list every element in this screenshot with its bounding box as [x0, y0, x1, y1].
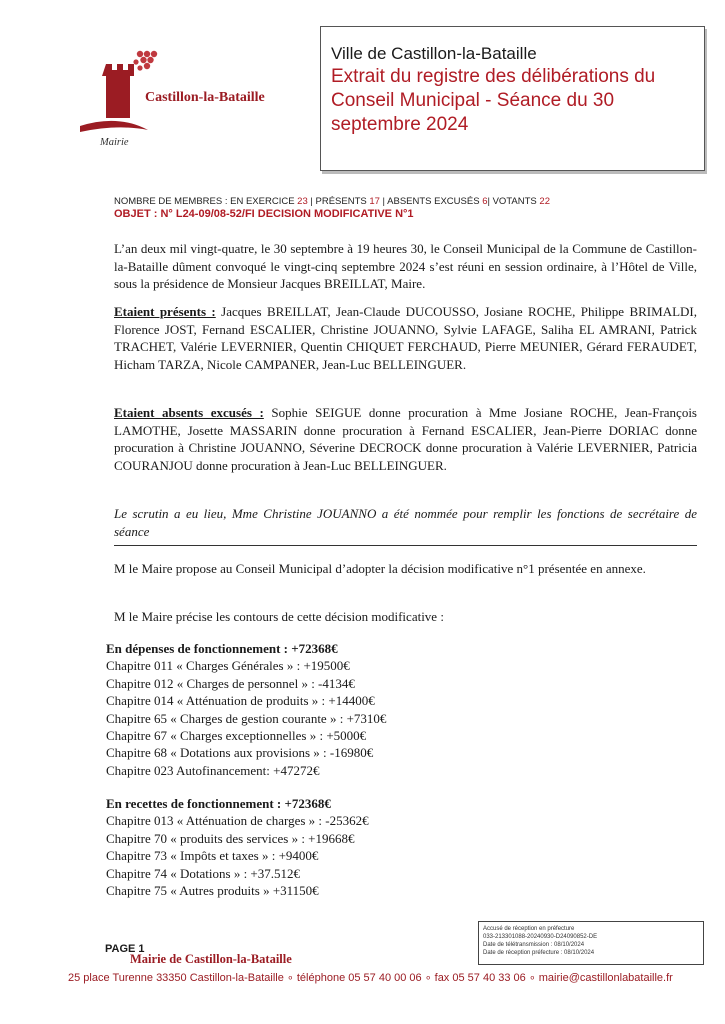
stamp-line: Date de télétransmission : 08/10/2024: [483, 942, 585, 948]
stamp-line: 033-213301088-20240930-D24090852-DE: [483, 934, 598, 940]
list-item: Chapitre 65 « Charges de gestion courante » : +7310€: [106, 710, 387, 726]
prefecture-stamp: [478, 921, 704, 965]
absents-text: Sophie SEIGUE donne procuration à Mme Josiane ROCHE, Jean-François LAMOTHE, Josette MASSARIN donne procuration à Fernand ESCALIER, Jean-Pierre DORIAC donne procuration à Christine JOUANNO, Séverine DECROCK donne procuration à Valérie LEVERNIER, Patricia COURANJOU donne procuration à Jean-Luc BELLEINGUER.: [114, 405, 697, 473]
list-item: Chapitre 013 « Atténuation de charges » : -25362€: [106, 813, 369, 829]
recettes-section: [106, 795, 369, 899]
presents-count: 17: [369, 196, 380, 207]
members-label: | ABSENTS EXCUSÉS: [379, 196, 483, 207]
members-label: | PRÉSENTS: [307, 196, 370, 207]
list-item: Chapitre 012 « Charges de personnel » : -4134€: [106, 675, 355, 691]
depenses-section: [106, 640, 386, 779]
footer-mairie: Mairie de Castillon-la-Bataille: [130, 952, 292, 966]
list-item: Chapitre 74 « Dotations » : +37.512€: [106, 865, 301, 881]
presents-label: Etaient présents :: [114, 304, 216, 319]
grapes-icon: [133, 51, 157, 71]
votants-count: 22: [539, 196, 550, 207]
header-title-line: Extrait du registre des délibérations du: [331, 66, 656, 87]
absents-count: 6: [482, 196, 488, 207]
list-item: Chapitre 70 « produits des services » : +19668€: [106, 830, 355, 846]
swoosh-icon: [80, 121, 148, 132]
presents-paragraph: [114, 303, 697, 373]
list-item: Chapitre 014 « Atténuation de produits » : +14400€: [106, 693, 375, 709]
presents-text: Jacques BREILLAT, Jean-Claude DUCOUSSO, Josiane ROCHE, Philippe BRIMALDI, Florence JOST, Fernand ESCALIER, Christine JOUANNO, Sylvie LAFAGE, Saliha EL AMRANI, Patrick TRACHET, Valérie LEVERNIER, Quentin CHIQUET FERCHAUD, Pierre MEUNIER, Gérard FERAUDET, Hicham TARZA, Nicole CAMPANER, Jean-Luc BELLEINGUER.: [114, 304, 697, 372]
depenses-title: En dépenses de fonctionnement : +72368€: [106, 641, 338, 656]
members-line: [114, 196, 714, 207]
list-item: Chapitre 75 « Autres produits » +31150€: [106, 883, 319, 899]
header-city: Ville de Castillon-la-Bataille: [331, 44, 537, 63]
header-box: [320, 26, 705, 171]
list-item: Chapitre 73 « Impôts et taxes » : +9400€: [106, 848, 319, 864]
absents-label: Etaient absents excusés :: [114, 405, 264, 420]
intro-paragraph: L’an deux mil vingt-quatre, le 30 septembre à 19 heures 30, le Conseil Municipal de la Commune de Castillon-la-Bataille dûment convoqué le vingt-cinq septembre 2024 s’est réuni en session ordinaire, à l’Hôtel de Ville, sous la présidence de Monsieur Jacques BREILLAT, Maire.: [114, 241, 697, 292]
precise-paragraph: M le Maire précise les contours de cette décision modificative :: [114, 609, 444, 624]
page-number: PAGE 1: [105, 943, 145, 955]
list-item: Chapitre 011 « Charges Générales » : +19500€: [106, 658, 350, 674]
members-label: NOMBRE DE MEMBRES : EN EXERCICE: [114, 196, 298, 207]
logo-subtitle: Mairie: [100, 137, 129, 148]
recettes-title: En recettes de fonctionnement : +72368€: [106, 796, 331, 811]
footer-address: 25 place Turenne 33350 Castillon-la-Bataille ∘ téléphone 05 57 40 00 06 ∘ fax 05 57 40 33 06 ∘ mairie@castillonlabataille.fr: [68, 972, 673, 984]
divider: [114, 545, 697, 546]
logo-name: Castillon-la-Bataille: [145, 90, 265, 105]
stamp-line: Date de réception préfecture : 08/10/2024: [483, 950, 595, 956]
stamp-line: Accusé de réception en préfecture: [483, 926, 575, 932]
proposal-paragraph: M le Maire propose au Conseil Municipal d’adopter la décision modificative n°1 présentée en annexe.: [114, 561, 646, 576]
list-item: Chapitre 68 « Dotations aux provisions » : -16980€: [106, 745, 374, 761]
list-item: Chapitre 023 Autofinancement: +47272€: [106, 762, 320, 778]
header-title-line: Conseil Municipal - Séance du 30: [331, 90, 615, 111]
castle-tower-icon: [102, 64, 134, 118]
header-title-line: septembre 2024: [331, 114, 469, 135]
en-exercice-count: 23: [297, 196, 308, 207]
members-label: | VOTANTS: [487, 196, 540, 207]
list-item: Chapitre 67 « Charges exceptionnelles » : +5000€: [106, 728, 367, 744]
absents-paragraph: [114, 404, 697, 474]
objet-line: OBJET : N° L24-09/08-52/FI DECISION MODIFICATIVE N°1: [114, 208, 414, 220]
scrutin-paragraph: Le scrutin a eu lieu, Mme Christine JOUANNO a été nommée pour remplir les fonctions de secrétaire de séance: [114, 506, 697, 539]
